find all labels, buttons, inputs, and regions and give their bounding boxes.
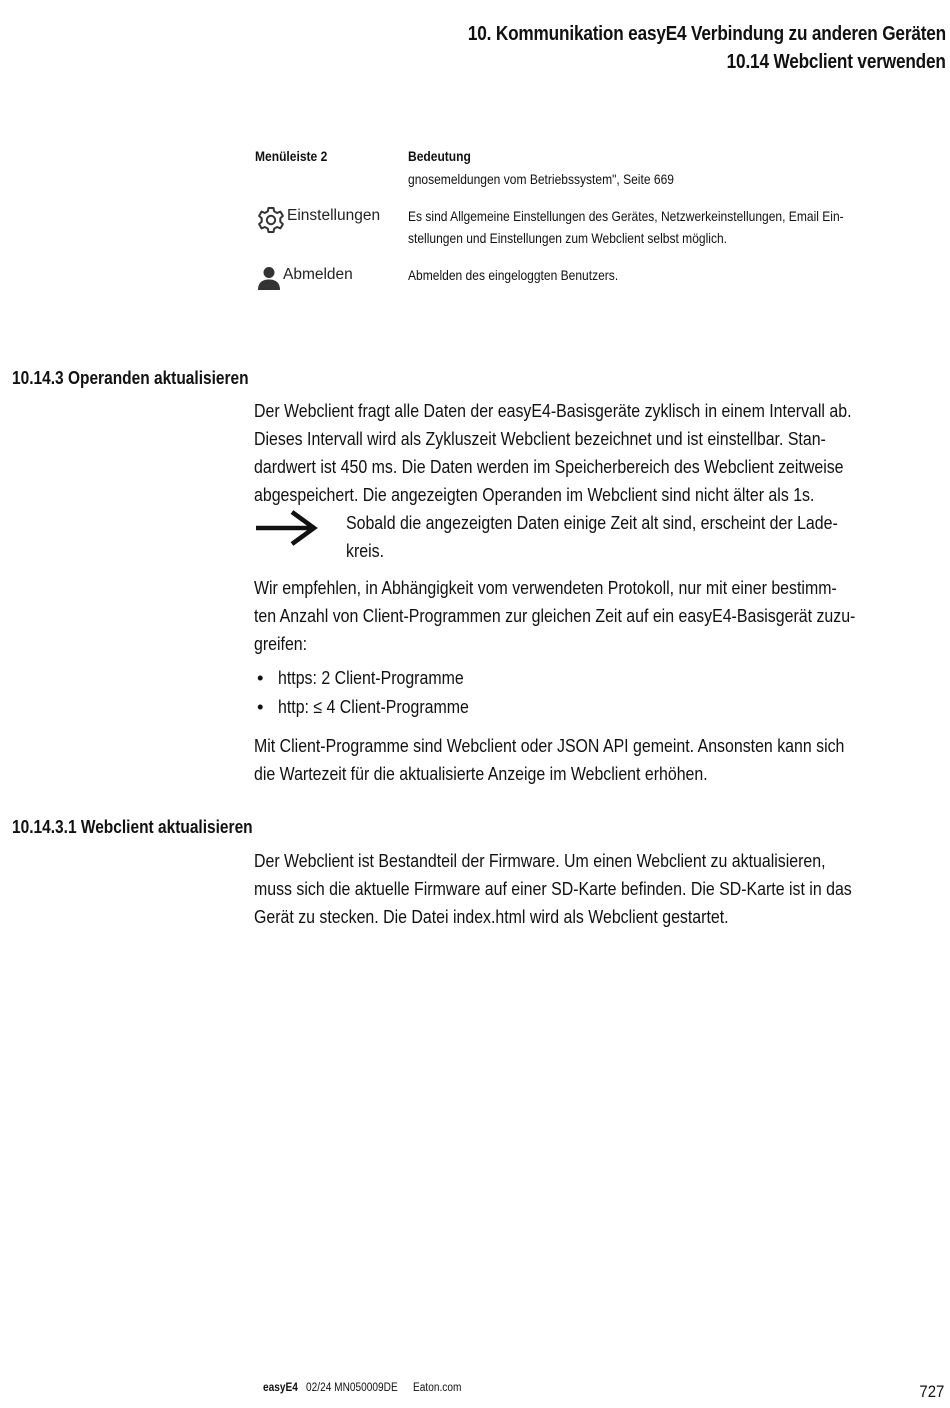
footer-product: easyE4 bbox=[263, 1382, 298, 1394]
bullet-list bbox=[254, 663, 500, 721]
menu-item-abmelden: Abmelden bbox=[283, 266, 353, 283]
table-continued-text: gnosemeldungen vom Betriebssystem", Seite 669 bbox=[408, 171, 674, 187]
paragraph: Wir empfehlen, in Abhängigkeit vom verwendeten Protokoll, nur mit einer bestimm- ten Anzahl von Client-Programmen zur gleichen Zeit auf ein easyE4-Basisgerät zuzu- greifen: bbox=[254, 577, 856, 654]
running-header bbox=[390, 20, 946, 76]
section-title: 10.14 Webclient verwenden bbox=[726, 51, 946, 73]
menu-item-description: Abmelden des eingeloggten Benutzers. bbox=[408, 267, 619, 283]
footer-site: Eaton.com bbox=[413, 1382, 462, 1394]
chapter-title: 10. Kommunikation easyE4 Verbindung zu anderen Geräten bbox=[467, 23, 946, 45]
list-item: • https: 2 Client-Programme bbox=[254, 663, 500, 692]
gear-icon bbox=[256, 205, 286, 235]
page-number: 727 bbox=[919, 1382, 944, 1401]
table-header-menu: Menüleiste 2 bbox=[255, 148, 328, 164]
section-heading: 10.14.3 Operanden aktualisieren bbox=[12, 368, 249, 388]
section-heading: 10.14.3.1 Webclient aktualisieren bbox=[12, 817, 253, 837]
table-header-meaning: Bedeutung bbox=[408, 148, 471, 164]
user-icon bbox=[257, 265, 281, 291]
note-text: Sobald die angezeigten Daten einige Zeit alt sind, erscheint der Lade- kreis. bbox=[346, 512, 838, 561]
footer-doc-info: 02/24 MN050009DE bbox=[305, 1382, 398, 1394]
paragraph: Mit Client-Programme sind Webclient oder JSON API gemeint. Ansonsten kann sich die Wartezeit für die aktualisierte Anzeige im Webclient erhöhen. bbox=[254, 735, 845, 784]
page-footer bbox=[263, 1382, 468, 1394]
paragraph: Der Webclient fragt alle Daten der easyE4-Basisgeräte zyklisch in einem Intervall ab. Dieses Intervall wird als Zykluszeit Webclient bezeichnet und ist einstellbar. Stan- dardwert ist 450 ms. Die Daten werden im Speicherbereich des Webclient zeitweise abgespeichert. Die angezeigten Operanden im Webclient sind nicht älter als 1s. bbox=[254, 400, 852, 505]
arrow-right-icon bbox=[254, 509, 320, 549]
paragraph: Der Webclient ist Bestandteil der Firmware. Um einen Webclient zu aktualisieren, muss sich die aktuelle Firmware auf einer SD-Karte befinden. Die SD-Karte ist in das Gerät zu stecken. Die Datei index.html wird als Webclient gestartet. bbox=[254, 850, 852, 927]
menu-item-einstellungen: Einstellungen bbox=[287, 207, 381, 224]
menu-item-description: Es sind Allgemeine Einstellungen des Gerätes, Netzwerkeinstellungen, Email Ein- stellungen und Einstellungen zum Webclient selbst möglich. bbox=[408, 208, 844, 246]
list-item: • http: ≤ 4 Client-Programme bbox=[254, 692, 500, 721]
